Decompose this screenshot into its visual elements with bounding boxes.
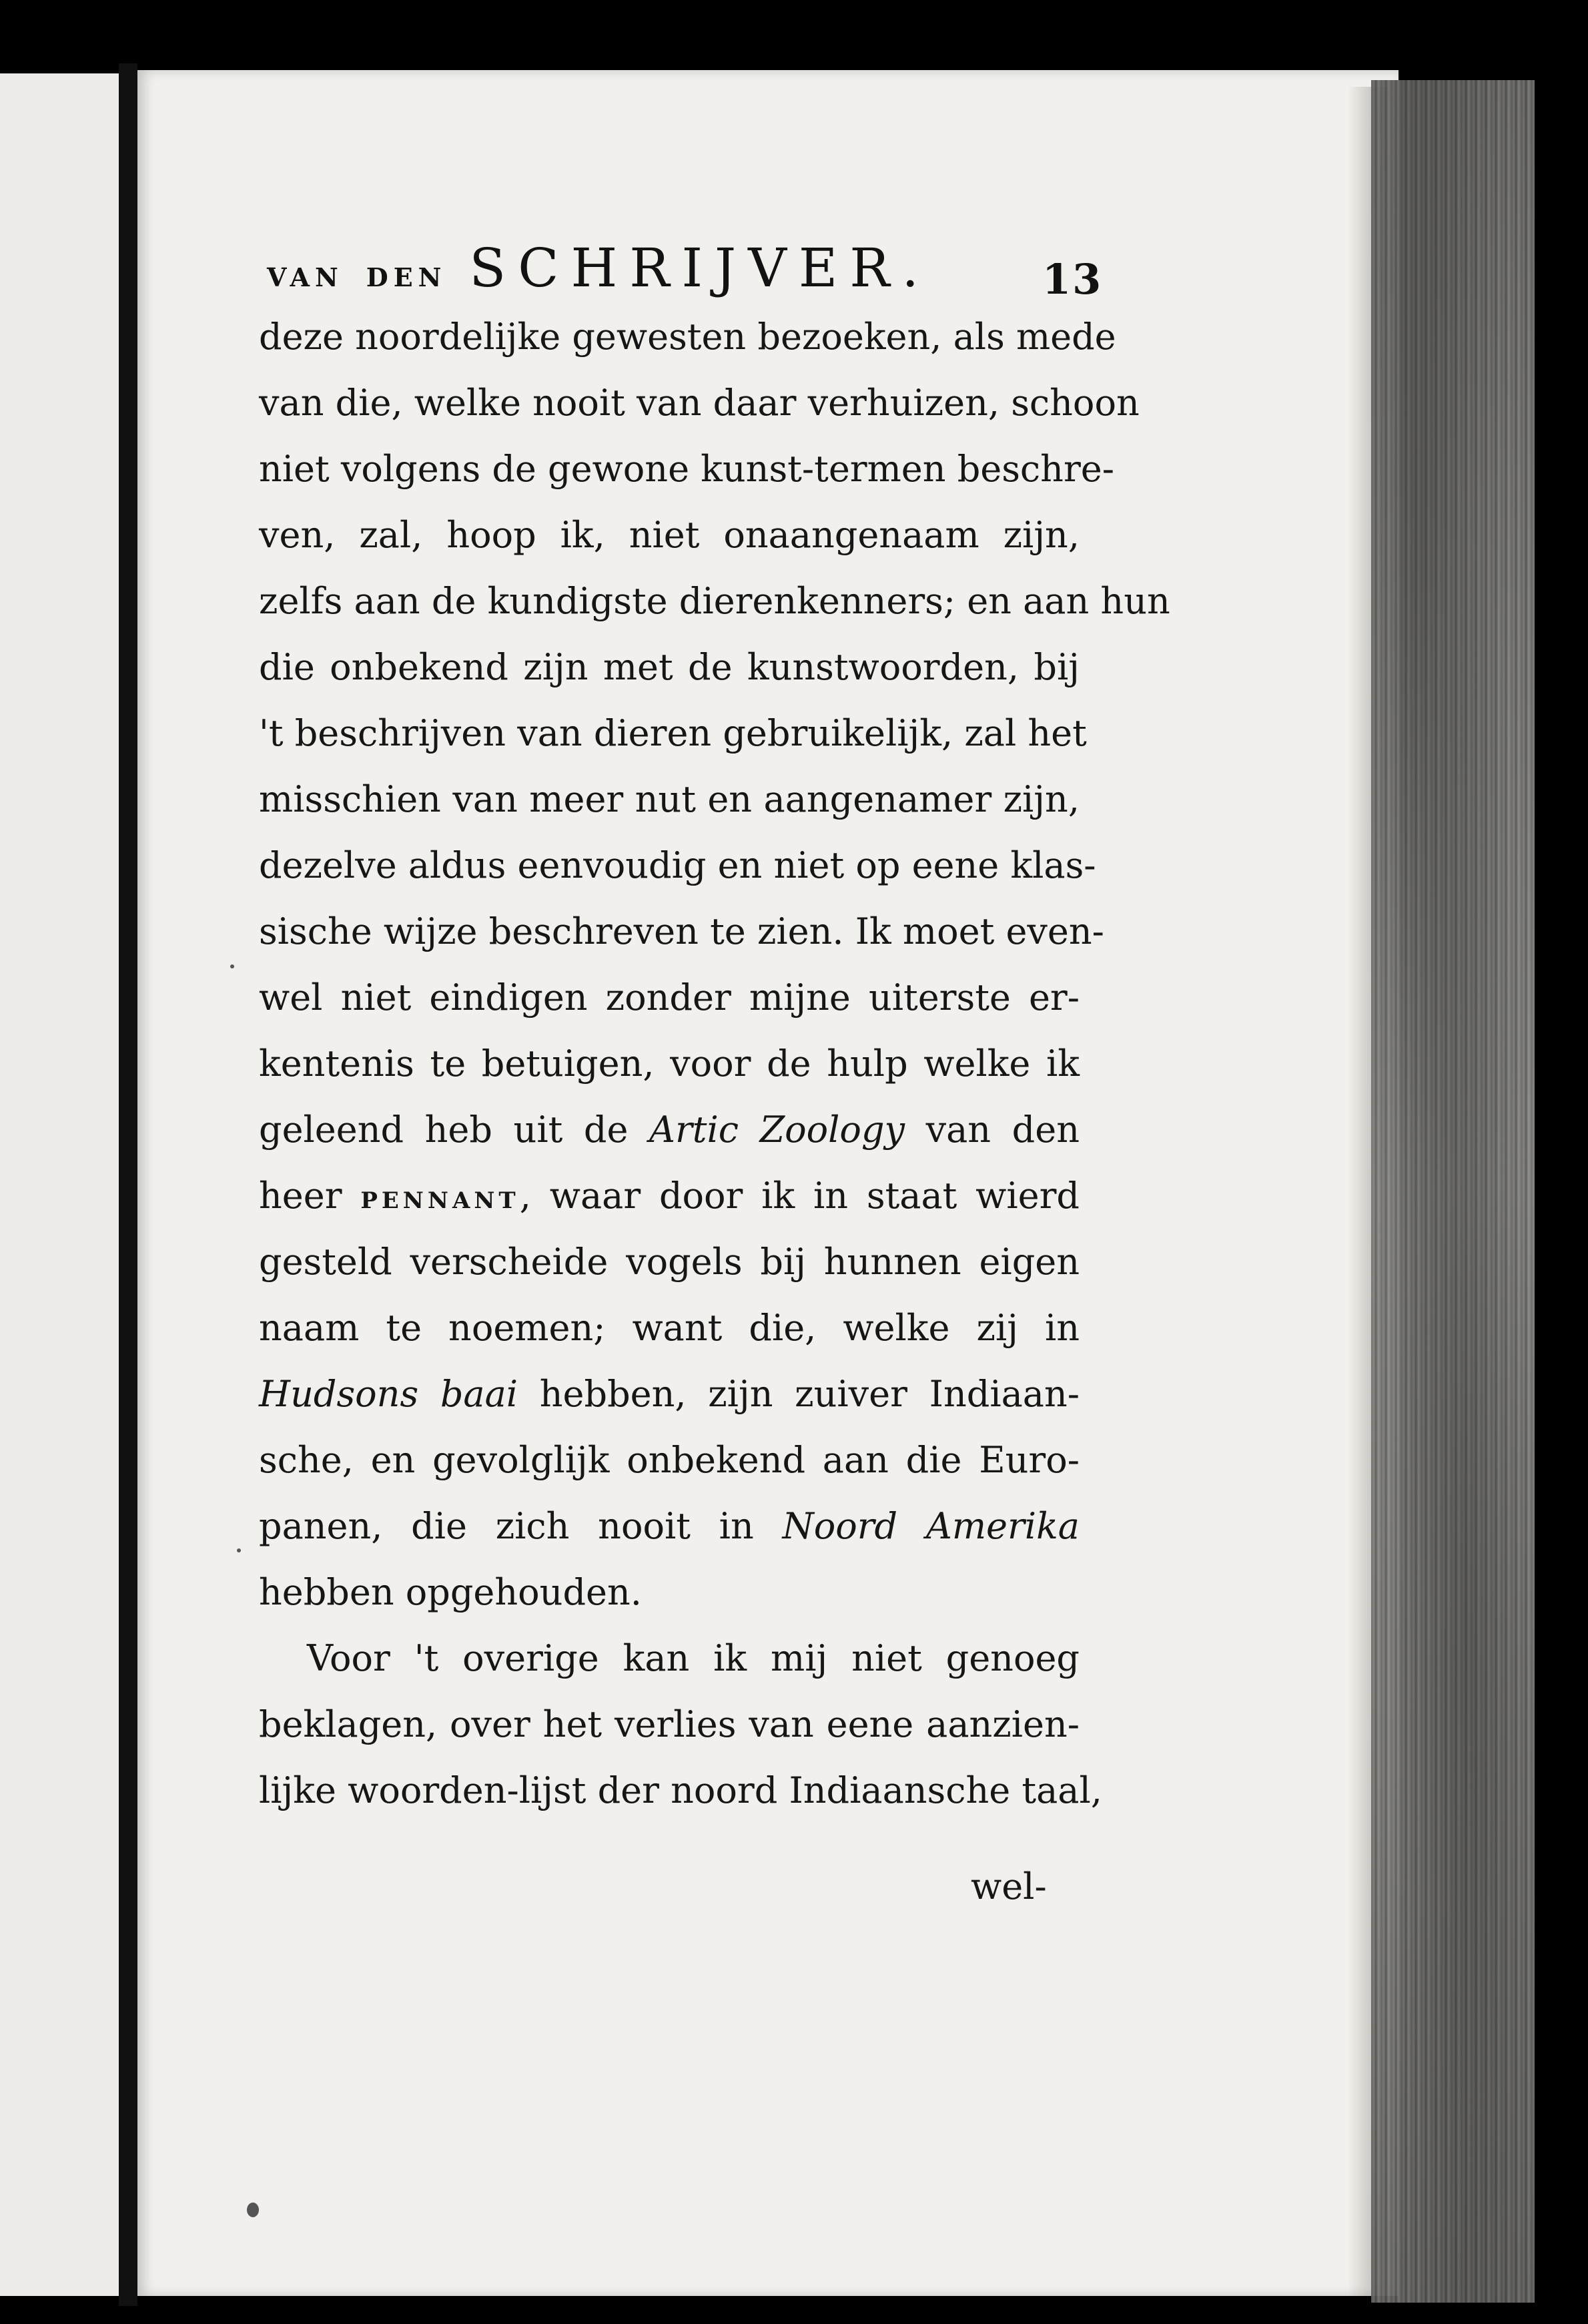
text-line — [259, 1493, 1080, 1559]
text-run: gesteld verscheide vogels bij hunnen eigen — [259, 1241, 1080, 1283]
ink-speck — [230, 964, 234, 968]
text-run: van den — [905, 1109, 1080, 1151]
text-line — [259, 634, 1080, 700]
text-line — [259, 436, 1114, 502]
running-head-den: DEN — [366, 262, 447, 292]
italic-run: Noord Amerika — [782, 1505, 1080, 1547]
text-run: ven, zal, hoop ik, niet onaangenaam zijn, — [259, 514, 1080, 556]
running-head-van: VAN — [267, 262, 344, 292]
text-line — [259, 1427, 1080, 1493]
text-line — [259, 568, 1170, 634]
text-run: deze noordelijke gewesten bezoeken, als mede — [259, 316, 1116, 358]
ink-speck — [247, 2203, 259, 2217]
text-run: heer — [259, 1175, 361, 1217]
text-line — [259, 1295, 1080, 1361]
running-head-schrijver: SCHRIJVER. — [469, 237, 931, 299]
body-text — [259, 304, 1170, 1823]
text-run: wel niet eindigen zonder mijne uiterste er- — [259, 976, 1080, 1019]
text-run: beklagen, over het verlies van eene aanzien- — [259, 1703, 1080, 1745]
text-run: geleend heb uit de — [259, 1109, 649, 1151]
text-line — [259, 1031, 1080, 1097]
text-run: van die, welke nooit van daar verhuizen, schoon — [259, 382, 1140, 424]
text-run: Voor 't overige kan ik mij niet genoeg — [307, 1637, 1080, 1679]
text-run: kentenis te betuigen, voor de hulp welke ik — [259, 1043, 1080, 1085]
ink-speck — [237, 1548, 241, 1552]
text-line — [259, 1229, 1080, 1295]
italic-run: Hudsons baai — [259, 1373, 518, 1415]
text-run: panen, die zich nooit in — [259, 1505, 783, 1547]
text-run: die onbekend zijn met de kunstwoorden, bij — [259, 646, 1080, 688]
text-run: misschien van meer nut en aangenamer zijn, — [259, 778, 1080, 820]
left-page-edge — [0, 73, 121, 2296]
page-number: 13 — [1042, 255, 1103, 304]
text-line — [259, 700, 1087, 766]
text-line — [259, 898, 1104, 964]
catchword: wel- — [971, 1865, 1047, 1908]
text-line — [259, 1097, 1080, 1163]
smallcaps-run: PENNANT — [360, 1187, 520, 1214]
text-line — [259, 370, 1140, 436]
text-run: dezelve aldus eenvoudig en niet op eene klas- — [259, 844, 1096, 886]
page-stack-edges — [1371, 80, 1535, 2303]
text-line — [259, 1559, 1080, 1625]
text-line — [259, 964, 1080, 1031]
running-head — [267, 237, 931, 299]
text-run: zelfs aan de kundigste dierenkenners; en aan hun — [259, 580, 1170, 622]
text-run: , waar door ik in staat wierd — [519, 1175, 1080, 1217]
text-line — [259, 1691, 1080, 1757]
text-run: sche, en gevolglijk onbekend aan die Euro- — [259, 1439, 1080, 1481]
text-line — [259, 766, 1080, 832]
text-run: sische wijze beschreven te zien. Ik moet even- — [259, 910, 1104, 952]
text-line — [259, 1757, 1102, 1823]
text-line — [259, 1361, 1080, 1427]
text-run: niet volgens de gewone kunst-termen beschre- — [259, 448, 1114, 490]
italic-run: Artic Zoology — [649, 1109, 905, 1151]
text-run: hebben, zijn zuiver Indiaan- — [518, 1373, 1080, 1415]
book-gutter — [119, 63, 137, 2306]
text-line — [259, 832, 1096, 898]
text-line — [259, 1163, 1080, 1229]
text-run: naam te noemen; want die, welke zij in — [259, 1307, 1080, 1349]
text-run: lijke woorden-lijst der noord Indiaansche taal, — [259, 1769, 1102, 1811]
text-run: 't beschrijven van dieren gebruikelijk, zal het — [259, 712, 1087, 754]
text-line — [259, 1625, 1080, 1691]
text-run: hebben opgehouden. — [259, 1571, 642, 1613]
text-line — [259, 502, 1080, 568]
text-line — [259, 304, 1116, 370]
